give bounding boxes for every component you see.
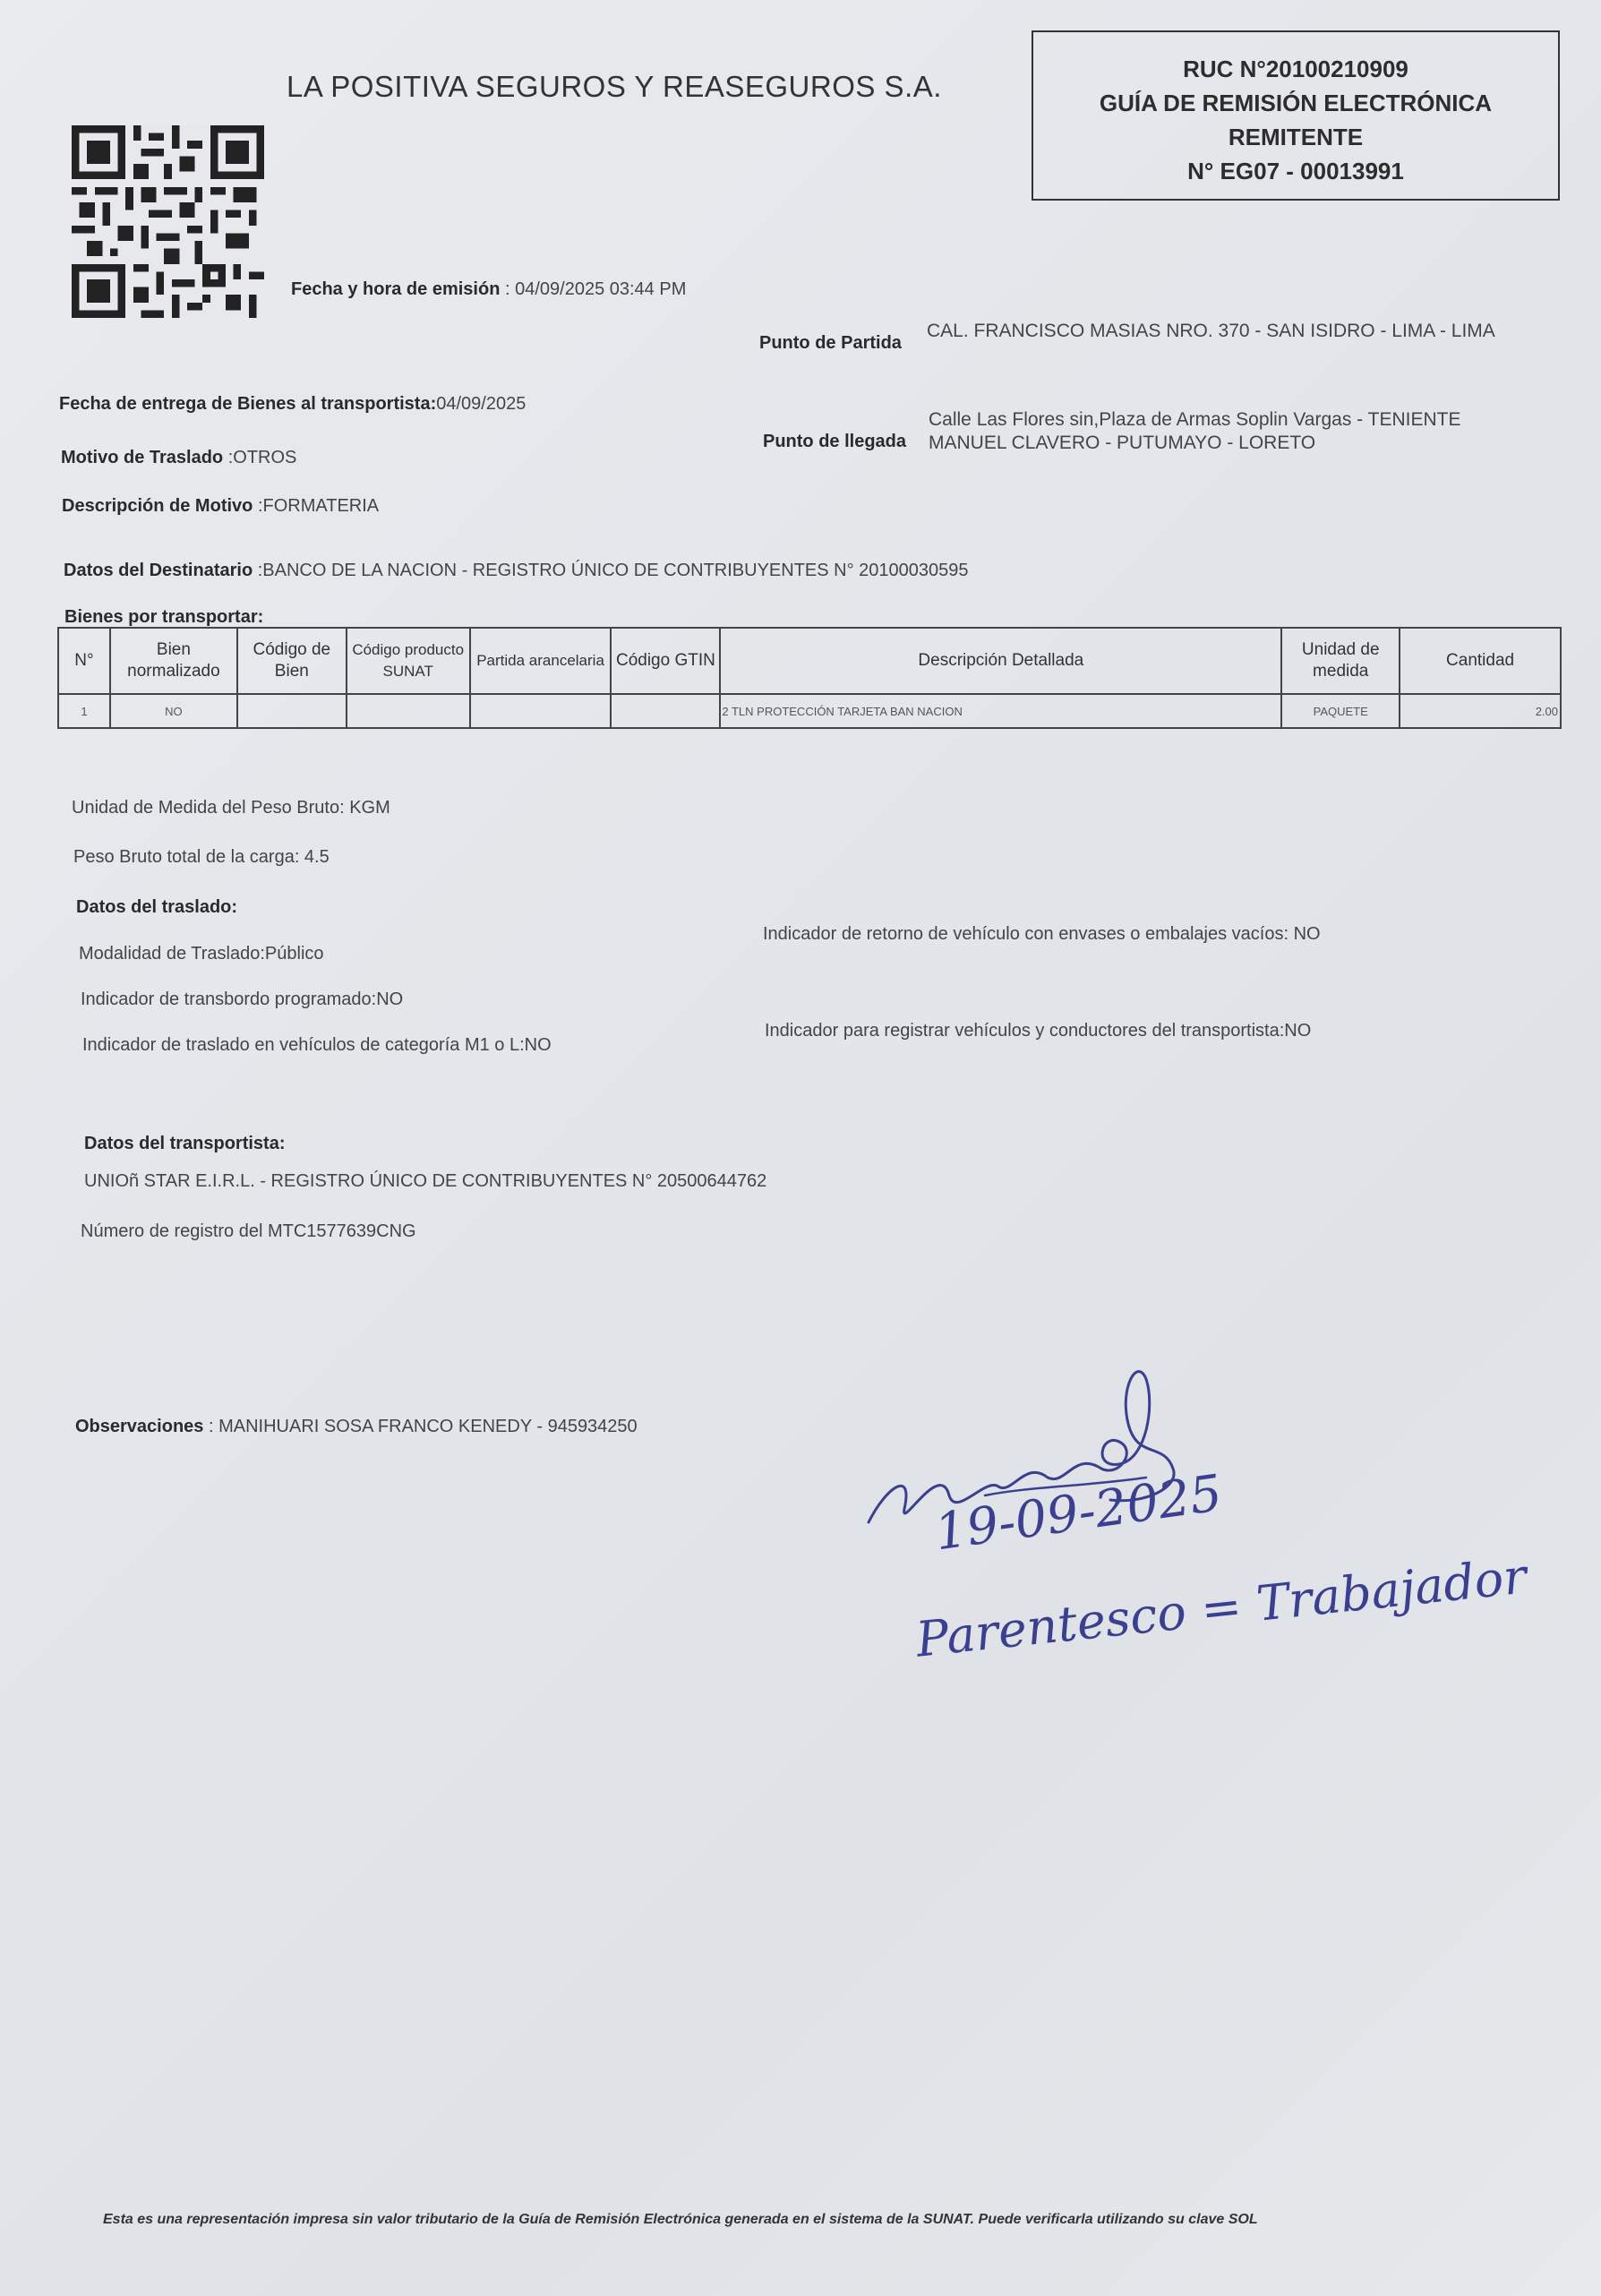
table-cell: 1 <box>58 694 110 728</box>
observations <box>75 1417 638 1437</box>
table-cell <box>470 694 612 728</box>
issue-date-value: : 04/09/2025 03:44 PM <box>504 279 687 299</box>
weight-unit: Unidad de Medida del Peso Bruto: KGM <box>72 798 390 818</box>
destination-label: Punto de llegada <box>763 432 907 451</box>
table-cell: 2 TLN PROTECCIÓN TARJETA BAN NACION <box>720 694 1281 728</box>
recipient-label: Datos del Destinatario <box>64 561 253 580</box>
company-name: LA POSITIVA SEGUROS Y REASEGUROS S.A. <box>287 70 942 103</box>
destination-value <box>929 408 1460 455</box>
table-cell: NO <box>110 694 237 728</box>
col-header: Descripción Detallada <box>720 628 1281 694</box>
weight-total: Peso Bruto total de la carga: 4.5 <box>73 847 330 867</box>
motive <box>61 448 296 468</box>
delivery-date <box>59 394 526 415</box>
col-header: Código producto SUNAT <box>347 628 470 694</box>
observations-label: Observaciones <box>75 1417 204 1436</box>
delivery-date-label: Fecha de entrega de Bienes al transportista: <box>59 394 437 414</box>
document-subtype: REMITENTE <box>1228 124 1364 150</box>
qr-code <box>72 125 264 318</box>
origin <box>759 333 902 354</box>
goods-table <box>57 627 1562 729</box>
origin-label: Punto de Partida <box>759 333 902 353</box>
table-cell: 2.00 <box>1400 694 1561 728</box>
motive-label: Motivo de Traslado <box>61 448 224 467</box>
document-number: N° EG07 - 00013991 <box>1187 158 1404 184</box>
goods-title: Bienes por transportar: <box>64 607 264 627</box>
motive-description <box>62 496 379 517</box>
transfer-modality: Modalidad de Traslado:Público <box>79 944 324 964</box>
col-header: Partida arancelaria <box>470 628 612 694</box>
recipient <box>64 561 969 581</box>
destination-line-2: MANUEL CLAVERO - PUTUMAYO - LORETO <box>929 433 1316 453</box>
origin-value: CAL. FRANCISCO MASIAS NRO. 370 - SAN ISIDRO - LIMA - LIMA <box>927 321 1495 341</box>
carrier-title: Datos del transportista: <box>84 1134 286 1153</box>
issue-date-label: Fecha y hora de emisión <box>291 279 501 299</box>
document-id-box <box>1032 30 1560 201</box>
issue-date <box>291 279 686 300</box>
carrier-name: UNIOñ STAR E.I.R.L. - REGISTRO ÚNICO DE CONTRIBUYENTES N° 20500644762 <box>84 1171 767 1191</box>
motive-value: :OTROS <box>227 448 297 467</box>
col-header: N° <box>58 628 110 694</box>
table-cell <box>347 694 470 728</box>
col-header: Código de Bien <box>237 628 347 694</box>
col-header: Bien normalizado <box>110 628 237 694</box>
ruc-number: RUC N°20100210909 <box>1183 56 1408 82</box>
table-header-row <box>58 628 1561 694</box>
transshipment-indicator: Indicador de transbordo programado:NO <box>81 990 404 1009</box>
handwritten-date: 19-09-2025 <box>931 1464 1226 1563</box>
return-indicator: Indicador de retorno de vehículo con envases o embalajes vacíos: NO <box>763 924 1321 944</box>
handwritten-note: Parentesco = Trabajador <box>913 1547 1529 1668</box>
motive-description-label: Descripción de Motivo <box>62 496 253 516</box>
observations-value: : MANIHUARI SOSA FRANCO KENEDY - 945934250 <box>208 1417 638 1436</box>
recipient-value: :BANCO DE LA NACION - REGISTRO ÚNICO DE CONTRIBUYENTES N° 20100030595 <box>257 561 969 580</box>
table-cell: PAQUETE <box>1281 694 1400 728</box>
table-cell <box>611 694 720 728</box>
motive-description-value: :FORMATERIA <box>257 496 380 516</box>
register-indicator: Indicador para registrar vehículos y conductores del transportista:NO <box>765 1021 1312 1041</box>
carrier-mtc: Número de registro del MTC1577639CNG <box>81 1221 416 1241</box>
footer-disclaimer: Esta es una representación impresa sin valor tributario de la Guía de Remisión Electrónica generada en el sistema de la SUNAT. Puede verificarla utilizando su clave SOL <box>103 2212 1258 2227</box>
col-header: Cantidad <box>1400 628 1561 694</box>
col-header: Unidad de medida <box>1281 628 1400 694</box>
m1l-indicator: Indicador de traslado en vehículos de categoría M1 o L:NO <box>82 1035 552 1055</box>
delivery-date-value: 04/09/2025 <box>436 394 527 414</box>
table-row <box>58 694 1561 728</box>
destination-line-1: Calle Las Flores sin,Plaza de Armas Soplin Vargas - TENIENTE <box>929 409 1461 430</box>
transfer-title: Datos del traslado: <box>76 897 238 917</box>
table-cell <box>237 694 347 728</box>
document-type: GUÍA DE REMISIÓN ELECTRÓNICA <box>1099 90 1493 116</box>
col-header: Código GTIN <box>611 628 720 694</box>
